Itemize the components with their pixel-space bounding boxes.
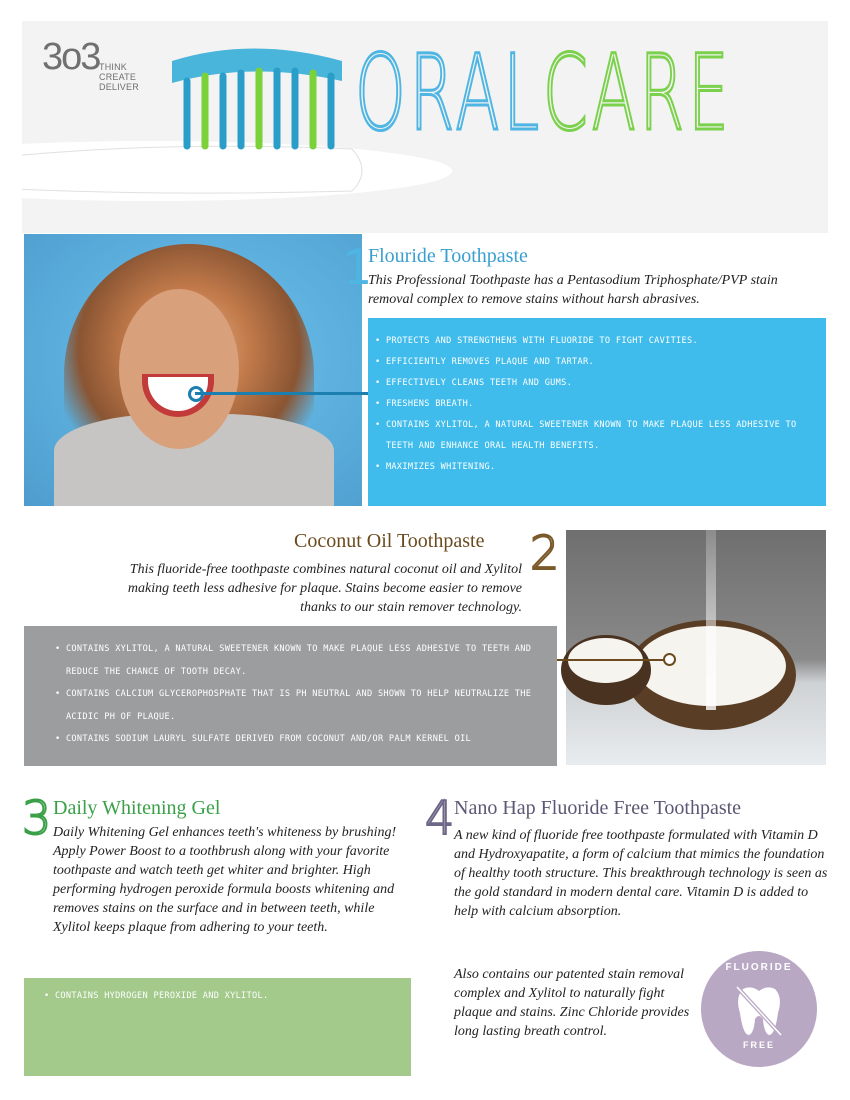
section-heading-3: Daily Whitening Gel: [53, 797, 221, 819]
tooth-crossed-icon: [733, 983, 785, 1039]
logo-number: 3o3: [42, 36, 100, 78]
section-body-3: Daily Whitening Gel enhances teeth's whiteness by brushing! Apply Power Boost to a toothbrush along with your favorite toothpaste and watch teeth get whiter and brighter. High performing hydrogen peroxide formula boosts whitening and removes stains on the surface and in between teeth, while Xylitol keeps plaque from adhering to your teeth.: [53, 825, 397, 935]
list-item: • CONTAINS XYLITOL, A NATURAL SWEETENER KNOWN TO MAKE PLAQUE LESS ADHESIVE TO TEETH AND: [55, 644, 532, 654]
section-body-4-extra: Also contains our patented stain removal complex and Xylitol to naturally fight plaque and stains. Zinc Chloride provides long lasting breath control.: [454, 967, 690, 1039]
list-item: • CONTAINS XYLITOL, A NATURAL SWEETENER KNOWN TO MAKE PLAQUE LESS ADHESIVE TO: [375, 420, 797, 430]
list-item: • EFFICIENTLY REMOVES PLAQUE AND TARTAR.: [375, 357, 594, 367]
section-heading-4: Nano Hap Fluoride Free Toothpaste: [454, 797, 742, 819]
list-item: ACIDIC PH OF PLAQUE.: [55, 711, 176, 722]
list-item: TEETH AND ENHANCE ORAL HEALTH BENEFITS.: [375, 441, 600, 451]
title-care: CARE: [542, 32, 733, 154]
section-body-4: A new kind of fluoride free toothpaste formulated with Vitamin D and Hydroxyapatite, a form of calcium that mimics the foundation of healthy tooth structure. This breakthrough technology is seen as the gold standard in modern dental care. Vitamin D is added to help with calcium absorption.: [454, 828, 828, 919]
list-item: • CONTAINS SODIUM LAURYL SULFATE DERIVED FROM COCONUT AND/OR PALM KERNEL OIL: [55, 734, 472, 744]
section-body-2: This fluoride-free toothpaste combines natural coconut oil and Xylitol making teeth less adhesive for plaque. Stains become easier to remove thanks to our stain remover technology.: [127, 562, 522, 615]
list-item: • CONTAINS HYDROGEN PEROXIDE AND XYLITOL.: [44, 991, 269, 1001]
page-title: [355, 32, 733, 154]
photo-coconut: [566, 530, 826, 765]
connector-dot-2: [663, 653, 676, 666]
list-item: • FRESHENS BREATH.: [375, 399, 474, 409]
tagline-line-2: CREATE: [99, 72, 137, 82]
bullet-list-1: [375, 331, 815, 478]
section-number-2: 2: [530, 526, 560, 580]
bullet-list-3: [44, 986, 394, 1007]
badge-bottom-text: FREE: [742, 1040, 775, 1050]
bullet-list-2: [55, 638, 550, 751]
list-item: • CONTAINS CALCIUM GLYCEROPHOSPHATE THAT IS PH NEUTRAL AND SHOWN TO HELP NEUTRALIZE THE: [55, 689, 532, 699]
section-heading-2: Coconut Oil Toothpaste: [294, 530, 485, 552]
list-item: • EFFECTIVELY CLEANS TEETH AND GUMS.: [375, 378, 573, 388]
list-item: • PROTECTS AND STRENGTHENS WITH FLUORIDE TO FIGHT CAVITIES.: [375, 336, 698, 346]
badge-top-text: FLUORIDE: [725, 962, 793, 973]
list-item: • MAXIMIZES WHITENING.: [375, 462, 496, 472]
tagline-line-3: DELIVER: [99, 82, 139, 92]
section-body-1: This Professional Toothpaste has a Pentasodium Triphosphate/PVP stain removal complex to remove stains without harsh abrasives.: [368, 273, 778, 307]
photo-smiling-woman: [24, 234, 362, 506]
list-item: REDUCE THE CHANCE OF TOOTH DECAY.: [55, 666, 247, 677]
section-number-1: 1: [343, 240, 373, 294]
title-oral: ORAL: [355, 32, 543, 154]
section-number-3: 3: [22, 791, 52, 845]
logo: [42, 38, 99, 76]
logo-tagline: [99, 62, 139, 92]
section-number-4: 4: [425, 791, 455, 845]
section-heading-1: Flouride Toothpaste: [368, 245, 528, 267]
connector-dot-1: [188, 386, 204, 402]
connector-line-2: [557, 659, 664, 661]
tagline-line-1: THINK: [99, 62, 127, 72]
connector-line-1: [195, 392, 368, 395]
